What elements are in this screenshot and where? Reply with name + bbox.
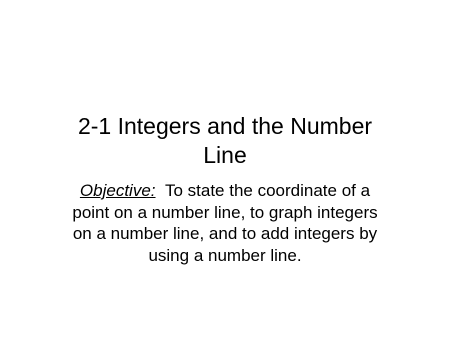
objective-line-1-text: To state the coordinate of a — [164, 181, 371, 200]
objective-label: Objective: — [79, 181, 156, 200]
slide-title — [0, 112, 450, 170]
objective-line-3: on a number line, and to add integers by — [72, 224, 378, 243]
objective-line-2: point on a number line, to graph integers — [72, 202, 378, 222]
objective-line-1 — [0, 180, 450, 202]
objective-line-4: using a number line. — [148, 245, 302, 265]
slide-title-line-2: Line — [203, 142, 247, 168]
objective-text — [0, 180, 450, 266]
slide-title-line-1: 2-1 Integers and the Number — [77, 113, 373, 139]
